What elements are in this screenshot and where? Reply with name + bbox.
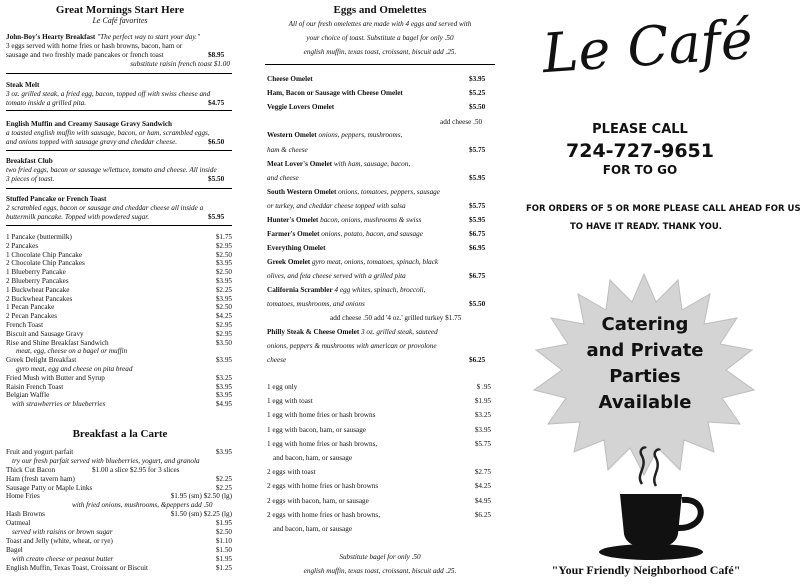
divider [6, 110, 232, 111]
ham-omelet: Ham, Bacon or Sausage with Cheese Omelet [267, 89, 403, 97]
list-item: and bacon, ham, or sausage [273, 524, 353, 533]
stuffed-desc-2: buttermilk pancake. Topped with powdered sugar. [6, 213, 150, 221]
middle-intro-2: your choice of toast. Substitute a bagel for only .50 [306, 34, 454, 42]
divider [6, 150, 232, 151]
divider [265, 64, 495, 65]
muffin-title: English Muffin and Creamy Sausage Gravy Sandwich [6, 120, 173, 128]
list-item: French Toast $2.95 [6, 320, 232, 329]
left-subtitle: Le Café favorites [92, 16, 148, 25]
list-item: Bagel $1.50 [6, 545, 232, 554]
list-item: 1 Blueberry Pancake $2.50 [6, 268, 232, 277]
divider [6, 73, 232, 74]
veggie-omelet: Veggie Lovers Omelet [267, 103, 335, 111]
western-desc-2: ham & cheese [267, 146, 308, 154]
middle-intro-1: All of our fresh omelettes are made with 4 eggs and served with [288, 20, 472, 28]
list-item: 2 eggs with home fries or hash browns, $6.25 [267, 510, 491, 519]
muffin-price: $6.50 [208, 138, 225, 146]
list-item: 2 Buckwheat Pancakes $3.95 [6, 294, 232, 303]
johnboy-title: John-Boy's Hearty Breakfast "The perfect way to start your day." [6, 33, 200, 41]
list-item: Hash Browns $1.50 (sm) $2.25 (lg) [6, 510, 232, 519]
list-item: Toast and Jelly (white, wheat, or rye) $1.10 [6, 536, 232, 545]
substitute-note-1: Substitute bagel for only .50 [339, 553, 421, 561]
meat-omelet: Meat Lover's Omelet with ham, sausage, bacon, [267, 160, 411, 168]
list-item: 1 egg with bacon, ham, or sausage $3.95 [267, 425, 491, 434]
everything-omelet: Everything Omelet [267, 244, 326, 252]
list-item: 2 Blueberry Pancakes $3.95 [6, 276, 232, 285]
greek-omelet: Greek Omelet gyro meat, onions, tomatoes, spinach, black [267, 258, 439, 266]
california-price: $5.50 [469, 300, 486, 308]
list-item: Ham (fresh tavern ham) $2.25 [6, 474, 232, 483]
meat-price: $5.95 [469, 174, 486, 182]
list-item: 2 Chocolate Chip Pancakes $3.95 [6, 259, 232, 268]
divider [6, 225, 232, 226]
le-cafe-logo: Le Café [540, 7, 755, 86]
list-item: 2 eggs with toast $2.75 [267, 468, 491, 477]
southwest-omelet: South Western Omelet onions, tomatoes, peppers, sausage [267, 188, 440, 196]
steak-desc-1: 3 oz. grilled steak, a fried egg, bacon, topped off with swiss cheese and [6, 90, 211, 98]
divider [6, 188, 232, 189]
tagline: "Your Friendly Neighborhood Café" [551, 563, 741, 577]
johnboy-desc-1: 3 eggs served with home fries or hash browns, bacon, ham or [6, 42, 183, 50]
list-item: 1 Pancake (buttermilk) $1.75 [6, 233, 232, 241]
california-desc-2: tomatoes, mushrooms, and onions [267, 300, 365, 308]
list-item: 2 Pecan Pancakes $4.25 [6, 312, 232, 321]
list-item: Fruit and yogurt parfait $3.95 [6, 448, 232, 456]
hunter-price: $5.95 [469, 216, 486, 224]
steak-desc-2: tomato inside a grilled pita. [6, 99, 87, 107]
farmer-price: $6.75 [469, 230, 486, 238]
western-omelet: Western Omelet onions, peppers, mushrooms, [267, 131, 403, 139]
list-item: 1 Buckwheat Pancake $2.25 [6, 285, 232, 294]
steak-title: Steak Melt [6, 81, 40, 89]
burst-line-2: and Private [586, 340, 704, 361]
everything-price: $6.95 [469, 244, 486, 252]
egg-list [267, 383, 491, 539]
list-item: 1 egg with toast $1.95 [267, 397, 491, 406]
farmer-omelet: Farmer's Omelet onions, potato, bacon, and sausage [267, 230, 423, 238]
list-item: and bacon, ham, or sausage [273, 453, 353, 462]
pancake-list [6, 233, 232, 409]
list-item: Home Fries $1.95 (sm) $2.50 (lg) [6, 492, 232, 501]
list-item: 1 egg with home fries or hash browns $3.25 [267, 411, 491, 420]
greek-price: $6.75 [469, 272, 486, 280]
phone-number: 724-727-9651 [566, 140, 714, 162]
list-item: Belgian Waffle $3.95 [6, 391, 232, 400]
stuffed-title: Stuffed Pancake or French Toast [6, 195, 107, 203]
club-desc-2: 3 pieces of toast. [6, 175, 55, 183]
item-note: with fried onions, mushrooms, &peppers add .50 [72, 501, 213, 510]
item-note: meat, egg, cheese on a bagel or muffin [16, 347, 128, 356]
veggie-omelet-price: $5.50 [469, 103, 486, 111]
for-to-go: FOR TO GO [602, 163, 678, 177]
item-note: try our fresh parfait served with blueberries, yogurt, and granola [12, 456, 200, 465]
muffin-desc-2: and onions topped with sausage gravy and cheddar cheese. [6, 138, 178, 146]
johnboy-sub: substitute raisin french toast $1.00 [130, 60, 230, 68]
meat-desc-2: and cheese [267, 174, 299, 182]
substitute-note-2: english muffin, texas toast, croissant, biscuit add .25. [303, 567, 457, 575]
item-note: gyro meat, egg and cheese on pita bread [16, 364, 133, 373]
stuffed-price: $5.95 [208, 213, 225, 221]
list-item: Oatmeal $1.95 [6, 519, 232, 528]
philly-price: $6.25 [469, 356, 486, 364]
coffee-cup-icon [590, 446, 740, 561]
southwest-desc-2: or turkey, and cheddar cheese topped with salsa [267, 202, 406, 210]
southwest-price: $5.75 [469, 202, 486, 210]
steak-price: $4.75 [208, 99, 225, 107]
cheese-omelet: Cheese Omelet [267, 75, 313, 83]
ham-omelet-price: $5.25 [469, 89, 486, 97]
burst-line-3: Parties [609, 366, 681, 387]
middle-intro-3: english muffin, texas toast, croissant, biscuit add .25. [303, 48, 457, 56]
johnboy-price: $8.95 [208, 51, 225, 59]
list-item: Sausage Patty or Maple Links $2.25 [6, 483, 232, 492]
list-item: 1 Chocolate Chip Pancake $2.50 [6, 250, 232, 259]
orders-note-1: FOR ORDERS OF 5 OR MORE PLEASE CALL AHEAD FOR US [526, 204, 801, 214]
burst-line-4: Available [598, 392, 692, 413]
johnboy-desc-2: sausage and two freshly made pancakes or french toast [6, 51, 164, 59]
middle-title: Eggs and Omelettes [333, 4, 427, 16]
list-item: Biscuit and Sausage Gravy $2.95 [6, 329, 232, 338]
list-item: English Muffin, Texas Toast, Croissant or Biscuit $1.25 [6, 563, 232, 572]
left-title: Great Mornings Start Here [55, 4, 185, 16]
cheese-omelet-price: $3.95 [469, 75, 486, 83]
item-note: served with raisins or brown sugar $2.50 [12, 528, 232, 537]
list-item: 1 Pecan Pancake $2.50 [6, 303, 232, 312]
list-item: 2 Pancakes $2.95 [6, 241, 232, 250]
list-item: 1 egg only $ .95 [267, 383, 491, 391]
list-item: 1 egg with home fries or hash browns, $5.75 [267, 439, 491, 448]
list-item: Fried Mush with Butter and Syrup $3.25 [6, 373, 232, 382]
item-note: with cream cheese or peanut butter $1.95 [12, 554, 232, 563]
list-item: 2 eggs with bacon, ham, or sausage $4.95 [267, 496, 491, 505]
list-item: Greek Delight Breakfast $3.95 [6, 356, 232, 365]
list-item: 2 eggs with home fries or hash browns $4.25 [267, 482, 491, 491]
philly-omelet: Philly Steak & Cheese Omelet 3 oz. grilled steak, sauteed [267, 328, 438, 336]
philly-desc-3: cheese [267, 356, 287, 364]
california-scrambler: California Scrambler 4 egg whites, spinach, broccoli, [267, 286, 426, 294]
add-cheese-note: add cheese .50 [440, 118, 483, 126]
western-price: $5.75 [469, 146, 486, 154]
hunter-omelet: Hunter's Omelet bacon, onions, mushrooms & swiss [267, 216, 422, 224]
carte-list [6, 448, 232, 572]
please-call: PLEASE CALL [592, 122, 688, 137]
item-note: with strawberries or blueberries $4.95 [12, 400, 232, 409]
muffin-desc-1: a toasted english muffin with sausage, bacon, or ham, scrambled eggs, [6, 129, 210, 137]
club-price: $5.50 [208, 175, 225, 183]
list-item: Rise and Shine Breakfast Sandwich $3.50 [6, 338, 232, 347]
stuffed-desc-1: 2 scrambled eggs, bacon or sausage and cheddar cheese all inside a [6, 204, 204, 212]
carte-title: Breakfast a la Carte [72, 428, 168, 440]
philly-desc-2: onions, peppers & mushrooms with american or provolone [267, 342, 437, 350]
list-item: Raisin French Toast $3.95 [6, 382, 232, 391]
club-title: Breakfast Club [6, 157, 53, 165]
california-add: add cheese .50 add '4 oz.' grilled turkey $1.75 [330, 314, 462, 322]
greek-desc-2: olives, and feta cheese served with a grilled pita [267, 272, 406, 280]
list-item: Thick Cut Bacon $1.00 a slice $2.95 for 3 slices [6, 465, 180, 474]
club-desc-1: two fried eggs, bacon or sausage w/lettuce, tomato and cheese. All inside [6, 166, 217, 174]
burst-line-1: Catering [601, 314, 689, 335]
orders-note-2: TO HAVE IT READY. THANK YOU. [569, 222, 723, 232]
